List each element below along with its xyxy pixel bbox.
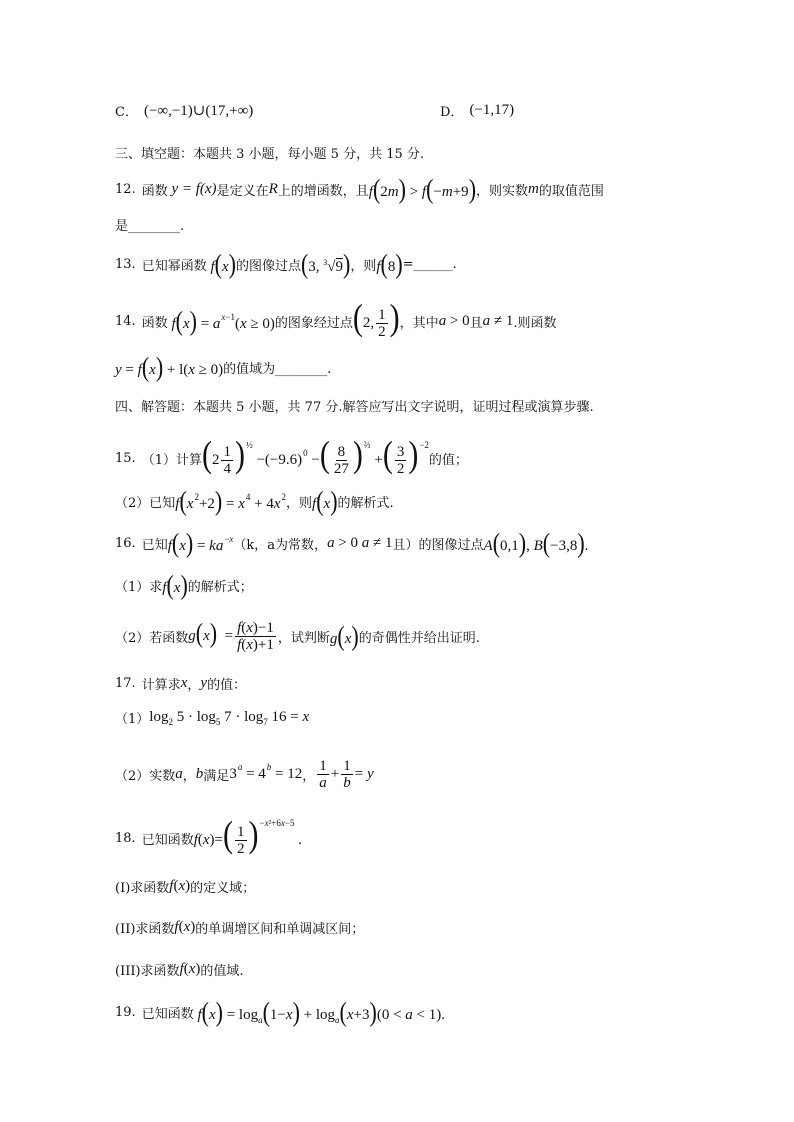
q14-text: ，其中 bbox=[399, 316, 439, 332]
q16-text: 的奇偶性并给出证明. bbox=[358, 631, 480, 646]
q15-text: （1）计算 bbox=[141, 453, 202, 469]
q13-text: 的图像过点 bbox=[235, 259, 301, 274]
q16-cond: a > 0 a ≠ 1 bbox=[327, 535, 393, 551]
question-17 bbox=[115, 674, 246, 693]
q15-number: 15. bbox=[115, 451, 136, 467]
q13-text: ，则 bbox=[350, 259, 377, 274]
q17-log-expr: $\log_2 5 \cdot \log_5 7 \cdot \log_7 16 = x$ bbox=[149, 709, 310, 727]
q16-text: 且）的图像过点 bbox=[392, 538, 484, 553]
q17-text: ， bbox=[302, 769, 316, 784]
q12-text: 是定义在 bbox=[216, 184, 269, 199]
option-d bbox=[440, 101, 514, 120]
q16-points: A(0,1), B(−3,8). bbox=[483, 526, 589, 558]
q19-text: 已知函数 bbox=[141, 1007, 194, 1022]
q13-fx: f(x) bbox=[210, 247, 236, 279]
q16-text: 已知 bbox=[141, 538, 168, 553]
q17-var-b: b bbox=[195, 766, 204, 782]
q12-expr-y: y = f(x) bbox=[167, 181, 217, 197]
q18-text: (III)求函数 bbox=[115, 964, 180, 979]
q14-number: 14. bbox=[115, 314, 136, 330]
q12-text: 的取值范围 bbox=[538, 184, 604, 199]
option-c-label: C． bbox=[115, 105, 138, 120]
q18-text: 的值域. bbox=[200, 964, 244, 979]
q16-text: （2）若函数 bbox=[115, 631, 189, 646]
q12-inequality: f(2m) > f(−m+9) bbox=[368, 172, 477, 204]
q14-function: $f(x) = a^{x-1}(x \ge 0)$ bbox=[171, 304, 275, 337]
q16-fx: f(x) bbox=[162, 568, 188, 600]
q14-line2 bbox=[115, 350, 332, 382]
q12-text: ，则实数 bbox=[476, 184, 529, 199]
section-3-heading: 三、填空题：本题共 3 小题，每小题 5 分，共 15 分. bbox=[115, 147, 425, 162]
q18-text: (I)求函数 bbox=[115, 881, 170, 896]
q15-text: 的值； bbox=[428, 453, 468, 469]
q16-number: 16. bbox=[115, 536, 136, 551]
q14-point: (2, $\frac{1}{2}$ ) bbox=[352, 296, 400, 341]
question-14 bbox=[115, 296, 557, 341]
question-15-part-1 bbox=[115, 433, 468, 478]
q18-fx: f(x) bbox=[169, 878, 191, 894]
q15-equation: $f(x^2+2) = x^4 + 4x^2$ bbox=[175, 484, 287, 516]
q14-text: 函数 bbox=[141, 316, 168, 332]
q16-text: 的解析式； bbox=[187, 580, 253, 595]
q17-text: 满足 bbox=[203, 769, 230, 784]
q14-text: 且 bbox=[469, 316, 483, 332]
q17-text: （1） bbox=[115, 712, 150, 727]
q12-text: 函数 bbox=[141, 184, 168, 199]
q15-fx: f(x) bbox=[312, 484, 338, 516]
question-18-part-2 bbox=[115, 918, 364, 937]
q16-text: ，试判断 bbox=[277, 631, 330, 646]
q18-fx: f(x) bbox=[174, 919, 196, 935]
q16-function: $f(x) = ka^{-x}$ bbox=[167, 526, 234, 558]
q17-text: ， bbox=[182, 769, 196, 784]
q17-number: 17. bbox=[115, 676, 136, 691]
q14-text: .则函数 bbox=[513, 316, 557, 332]
question-15-part-2 bbox=[115, 484, 394, 516]
q17-var-y: y bbox=[200, 675, 208, 691]
q14-text: 的值域为________. bbox=[223, 362, 332, 377]
section-4-heading: 四、解答题：本题共 5 小题，共 77 分.解答应写出文字说明，证明过程或演算步骤. bbox=[115, 400, 594, 415]
q17-text: 计算求 bbox=[141, 678, 181, 693]
q12-line2: 是________. bbox=[115, 219, 185, 234]
q17-var-a: a bbox=[175, 766, 183, 782]
q15-expression: (2 $\frac{1}{4}$ )$^{\frac{1}{2}} -(-9.6)^0$ −( $\frac{8}{27}$ )$^{\frac{2}{3}}$ +( $\frac{3}{2}$ )$^{-2}$ bbox=[201, 433, 429, 478]
q13-text: =______. bbox=[402, 257, 457, 272]
q18-fx: f(x) bbox=[179, 961, 201, 977]
q17-frac-eq: $\frac{1}{a}$ + $\frac{1}{b}$ = y bbox=[319, 758, 374, 791]
question-18 bbox=[115, 813, 302, 858]
q17-text: 的值： bbox=[207, 678, 247, 693]
q18-text: 的单调增区间和单调减区间； bbox=[195, 922, 365, 937]
q15-text: （2）已知 bbox=[115, 496, 176, 511]
q14-text: 的图象经过点 bbox=[274, 316, 353, 332]
q16-text: （1）求 bbox=[115, 580, 163, 595]
q12-number: 12. bbox=[115, 182, 136, 197]
q18-text: 已知函数 bbox=[141, 833, 194, 849]
q18-text: (II)求函数 bbox=[115, 922, 175, 937]
q13-point: (3, $^3$√9) bbox=[300, 247, 351, 279]
q17-text: ， bbox=[187, 678, 201, 693]
q19-function: $f(x) = \log_a(1-x) + \log_a(x+3)(0 < a < 1)$. bbox=[197, 995, 446, 1027]
option-c bbox=[115, 101, 253, 120]
option-d-label: D． bbox=[440, 105, 464, 120]
question-17-part-2 bbox=[115, 758, 374, 791]
q15-text: 的解析式. bbox=[337, 496, 394, 511]
q18-function: f(x)=( $\frac{1}{2}$ )$^{-x^2+6x-5}$ . bbox=[193, 813, 302, 858]
q18-number: 18. bbox=[115, 831, 136, 847]
question-18-part-3 bbox=[115, 960, 244, 979]
question-13 bbox=[115, 247, 457, 279]
q14-cond2: a ≠ 1 bbox=[482, 313, 514, 330]
q16-gx2: g(x) bbox=[329, 619, 359, 651]
question-12 bbox=[115, 172, 604, 204]
q14-expr2: y = f(x) + l(x ≥ 0) bbox=[115, 350, 224, 382]
q13-number: 13. bbox=[115, 257, 136, 272]
q16-gx: g(x) = $\frac{f(x)-1}{f(x)+1}$ bbox=[188, 616, 274, 653]
question-18-part-1 bbox=[115, 877, 255, 896]
q12-var-m: m bbox=[528, 181, 539, 197]
q14-cond1: a > 0 bbox=[438, 313, 470, 330]
q16-text: （k，a为常数， bbox=[233, 538, 328, 553]
question-16 bbox=[115, 526, 589, 558]
q19-number: 19. bbox=[115, 1005, 136, 1020]
q12-text: 上的增函数，且 bbox=[277, 184, 369, 199]
question-16-part-1 bbox=[115, 568, 253, 600]
question-19 bbox=[115, 995, 446, 1027]
q13-f8: f(8) bbox=[376, 247, 403, 279]
option-d-expr: (−1,17) bbox=[469, 102, 515, 118]
q15-text: ，则 bbox=[286, 496, 313, 511]
question-16-part-2 bbox=[115, 616, 480, 653]
q12-var-r: R bbox=[268, 181, 278, 197]
q13-text: 已知幂函数 bbox=[141, 259, 207, 274]
option-c-expr: (−∞,−1)∪(17,+∞) bbox=[143, 103, 254, 119]
q17-exp-eq: $3^a = 4^b = 12$ bbox=[229, 762, 303, 782]
q17-var-x: x bbox=[180, 675, 188, 691]
q18-text: 的定义域； bbox=[190, 881, 256, 896]
question-17-part-1 bbox=[115, 708, 309, 727]
q17-text: （2）实数 bbox=[115, 769, 176, 784]
